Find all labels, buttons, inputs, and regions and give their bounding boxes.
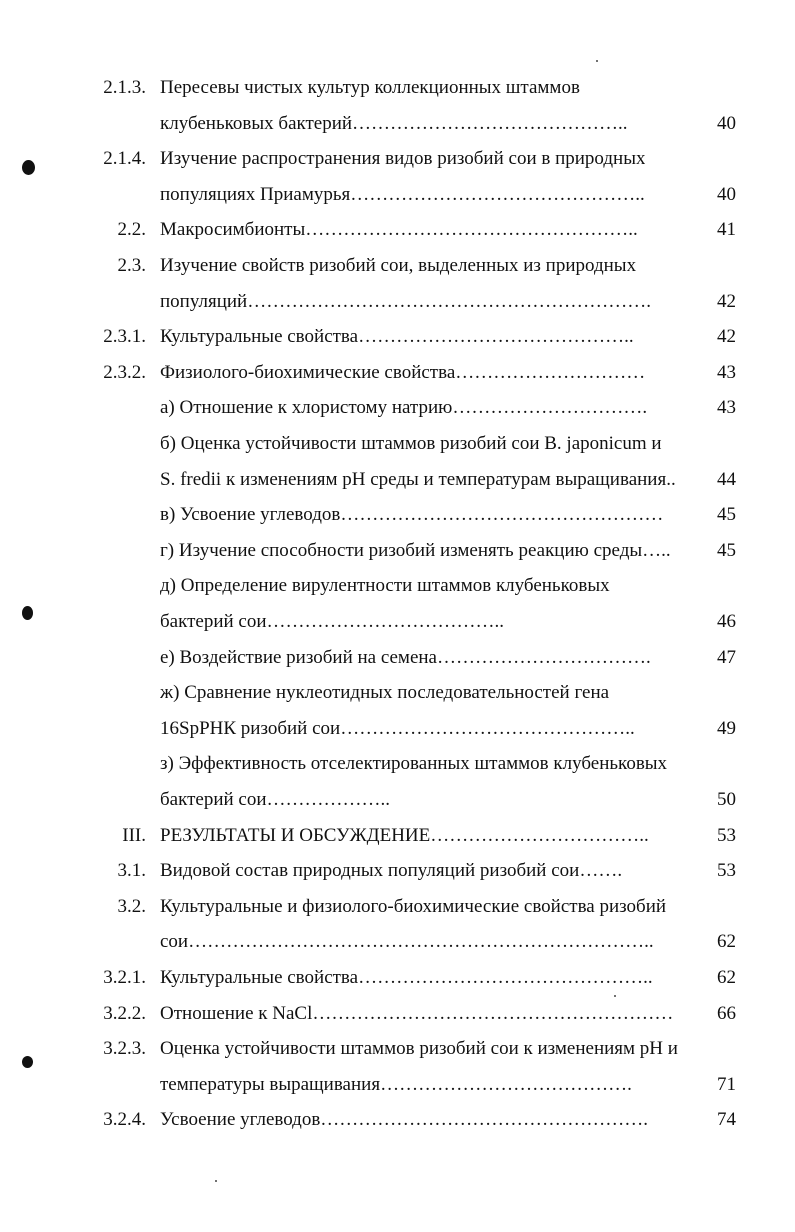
toc-entry-page: 71: [717, 1073, 736, 1095]
speck: [215, 1180, 217, 1182]
toc-entry-title: б) Оценка устойчивости штаммов ризобий сои B. japonicum и: [160, 433, 662, 454]
toc-entry-title: бактерий сои………………..: [160, 789, 391, 810]
toc-entry-title: бактерий сои………………………………..: [160, 611, 505, 632]
toc-entry-number: 2.3.2.: [103, 361, 146, 383]
toc-entry-page: 62: [717, 931, 736, 953]
toc-entry-number: 2.1.3.: [103, 77, 146, 98]
toc-entry-page: 40: [717, 112, 736, 134]
toc-entry-page: 42: [717, 290, 736, 312]
toc-entry-title: S. fredii к изменениям pH среды и температурам выращивания..: [160, 468, 676, 490]
toc-entry-title: 16SрРНК ризобий сои………………………………………..: [160, 717, 635, 739]
toc-entry-title: Усвоение углеводов…………………………………………….: [160, 1109, 649, 1131]
toc-entry-title: Культуральные свойства………………………………………..: [160, 967, 653, 988]
toc-entry-title: Изучение свойств ризобий сои, выделенных из природных: [160, 255, 637, 276]
toc-entry-page: 66: [717, 1002, 736, 1024]
toc-entry-title: г) Изучение способности ризобий изменять реакцию среды…..: [160, 539, 671, 561]
toc-entry-page: 46: [717, 611, 736, 632]
toc-entry-title: ж) Сравнение нуклеотидных последовательностей гена: [160, 682, 610, 704]
toc-entry-title: Культуральные свойства……………………………………..: [160, 326, 634, 348]
toc-entry-number: 3.2.: [117, 895, 146, 917]
toc-entry-number: 3.2.1.: [103, 967, 146, 988]
toc-entry-title: Изучение распространения видов ризобий сои в природных: [160, 148, 646, 170]
toc-entry-title: Отношение к NaCl…………………………………………………: [160, 1002, 674, 1024]
toc-entry-title: Макросимбионты……………………………………………..: [160, 219, 638, 241]
toc-entry-number: 2.2.: [117, 219, 146, 241]
ink-blot: [22, 160, 35, 175]
toc-entry-title: Оценка устойчивости штаммов ризобий сои к изменениям pH и: [160, 1038, 678, 1060]
toc-entry-number: 3.2.3.: [103, 1038, 146, 1060]
toc-entry-page: 49: [717, 717, 736, 739]
toc-entry-page: 45: [717, 539, 736, 561]
toc-entry-title: а) Отношение к хлористому натрию………………………….: [160, 397, 648, 419]
toc-entry-title: температуры выращивания………………………………….: [160, 1073, 632, 1095]
toc-entry-number: 2.1.4.: [103, 148, 146, 170]
toc-entry-title: в) Усвоение углеводов……………………………………………: [160, 504, 664, 526]
toc-entry-page: 43: [717, 397, 736, 419]
toc-entry-page: 50: [717, 789, 736, 810]
toc-entry-title: популяциях Приамурья………………………………………..: [160, 183, 645, 205]
toc-entry-page: 53: [717, 860, 736, 882]
speck: [596, 60, 598, 62]
ink-blot: [22, 1056, 33, 1068]
toc-entry-title: Физиолого-биохимические свойства…………………………: [160, 361, 646, 383]
toc-entry-title: РЕЗУЛЬТАТЫ И ОБСУЖДЕНИЕ……………………………..: [160, 824, 649, 846]
toc-entry-title: популяций……………………………………………………….: [160, 290, 651, 312]
toc-entry-page: 42: [717, 326, 736, 348]
toc-entry-title: е) Воздействие ризобий на семена…………………………….: [160, 646, 651, 668]
toc-entry-title: з) Эффективность отселектированных штаммов клубеньковых: [160, 753, 668, 775]
speck: [614, 995, 616, 997]
toc-entry-page: 62: [717, 967, 736, 988]
toc-entry-number: 3.2.4.: [103, 1109, 146, 1131]
toc-entry-title: Пересевы чистых культур коллекционных штаммов: [160, 77, 580, 98]
toc-entry-number: 3.1.: [117, 860, 146, 882]
toc-entry-page: 53: [717, 824, 736, 846]
toc-entry-page: 43: [717, 361, 736, 383]
toc-entry-title: сои………………………………………………………………..: [160, 931, 654, 953]
toc-entry-page: 74: [717, 1109, 736, 1131]
toc-entry-page: 45: [717, 504, 736, 526]
toc-entry-page: 44: [717, 468, 736, 490]
toc-entry-page: 40: [717, 183, 736, 205]
toc-entry-title: клубеньковых бактерий……………………………………..: [160, 112, 628, 134]
toc-entry-title: Культуральные и физиолого-биохимические свойства ризобий: [160, 895, 667, 917]
toc-entry-page: 47: [717, 646, 736, 668]
toc-entry-number: III.: [122, 824, 146, 846]
toc-entry-number: 2.3.: [117, 255, 146, 276]
toc-entry-number: 3.2.2.: [103, 1002, 146, 1024]
ink-blot: [22, 606, 33, 620]
toc-entry-title: д) Определение вирулентности штаммов клубеньковых: [160, 575, 610, 597]
toc-entry-number: 2.3.1.: [103, 326, 146, 348]
toc-entry-title: Видовой состав природных популяций ризобий сои…….: [160, 860, 623, 882]
toc-entry-page: 41: [717, 219, 736, 241]
